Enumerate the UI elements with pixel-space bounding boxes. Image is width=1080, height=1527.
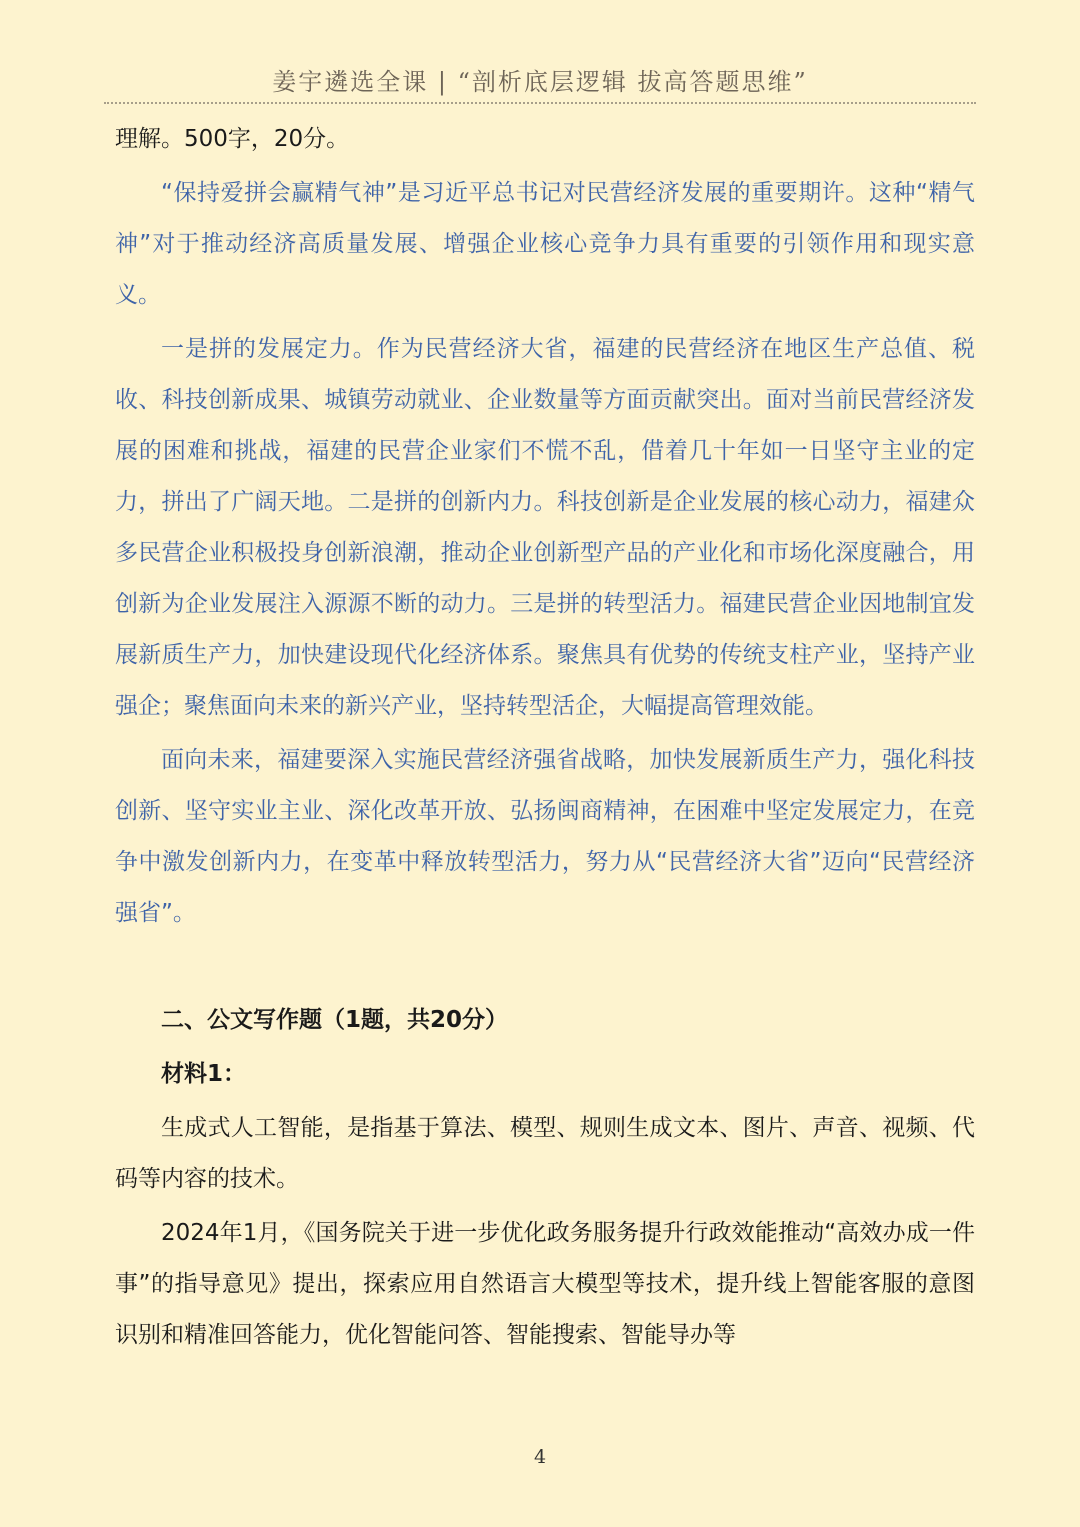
paragraph-continuation: 理解。500字，20分。 <box>115 126 350 152</box>
material-paragraph: 2024年1月，《国务院关于进一步优化政务服务提升行政效能推动“高效办成一件事”的指导意见》提出，探索应用自然语言大模型等技术，提升线上智能客服的意图识别和精准回答能力，优化智能问答、智能搜索、智能导办等 <box>115 1220 975 1348</box>
section-heading: 二、公文写作题（1题，共20分） <box>161 1007 509 1033</box>
page-number: 4 <box>533 1446 547 1468</box>
page-body <box>115 114 975 1361</box>
material-label: 材料1： <box>161 1061 247 1087</box>
page-header: 姜宇遴选全课 | “剖析底层逻辑 拔高答题思维” <box>272 68 808 96</box>
material-paragraph: 生成式人工智能，是指基于算法、模型、规则生成文本、图片、声音、视频、代码等内容的技术。 <box>115 1115 975 1192</box>
answer-intro-paragraph: “保持爱拼会赢精气神”是习近平总书记对民营经济发展的重要期许。这种“精气神”对于推动经济高质量发展、增强企业核心竞争力具有重要的引领作用和现实意义。 <box>115 180 975 308</box>
answer-body-paragraph: 一是拼的发展定力。作为民营经济大省，福建的民营经济在地区生产总值、税收、科技创新成果、城镇劳动就业、企业数量等方面贡献突出。面对当前民营经济发展的困难和挑战，福建的民营企业家们不慌不乱，借着几十年如一日坚守主业的定力，拼出了广阔天地。二是拼的创新内力。科技创新是企业发展的核心动力，福建众多民营企业积极投身创新浪潮，推动企业创新型产品的产业化和市场化深度融合，用创新为企业发展注入源源不断的动力。三是拼的转型活力。福建民营企业因地制宜发展新质生产力，加快建设现代化经济体系。聚焦具有优势的传统支柱产业，坚持产业强企；聚焦面向未来的新兴产业，坚持转型活企，大幅提高管理效能。 <box>115 336 975 719</box>
answer-conclusion-paragraph: 面向未来，福建要深入实施民营经济强省战略，加快发展新质生产力，强化科技创新、坚守实业主业、深化改革开放、弘扬闽商精神，在困难中坚定发展定力，在竞争中激发创新内力，在变革中释放转型活力，努力从“民营经济大省”迈向“民营经济强省”。 <box>115 747 975 926</box>
header-divider <box>104 102 976 104</box>
